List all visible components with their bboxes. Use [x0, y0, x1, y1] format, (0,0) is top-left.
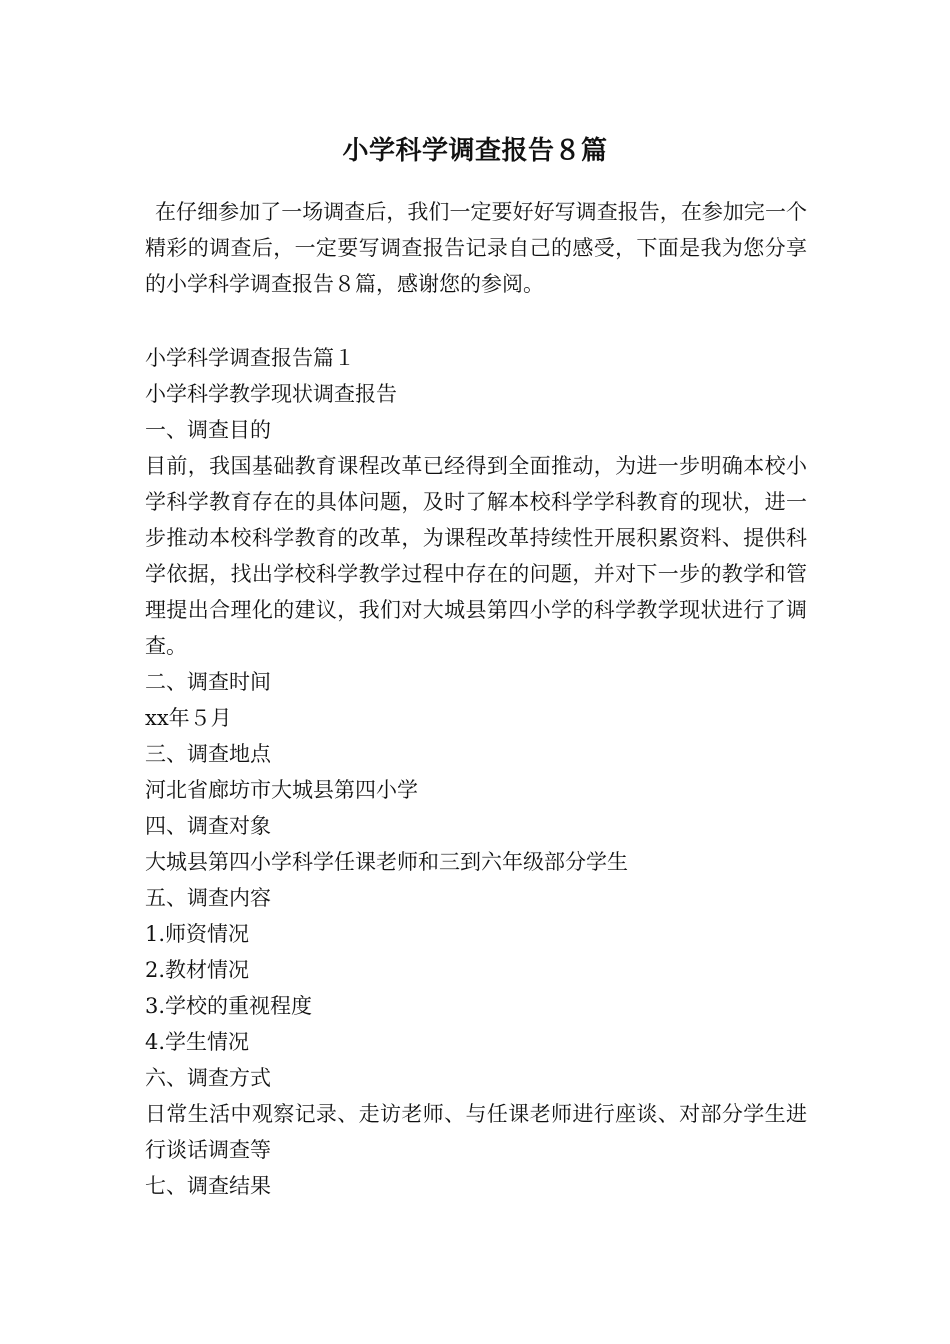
document-body: [145, 340, 807, 1204]
heading-time: 二、调查时间: [145, 670, 271, 694]
paragraph-subjects: 大城县第四小学科学任课老师和三到六年级部分学生: [145, 850, 628, 874]
heading-subjects: 四、调查对象: [145, 814, 271, 838]
paragraph-time: xx年５月: [145, 706, 232, 730]
document-title: 小学科学调查报告８篇: [342, 136, 608, 166]
list-item: 3.学校的重视程度: [145, 994, 313, 1018]
list-item: 1.师资情况: [145, 922, 250, 946]
heading-method: 六、调查方式: [145, 1066, 271, 1090]
intro-paragraph: 在仔细参加了一场调查后，我们一定要好好写调查报告，在参加完一个精彩的调查后，一定要写调查报告记录自己的感受，下面是我为您分享的小学科学调查报告８篇，感谢您的参阅。: [145, 200, 807, 296]
heading-purpose: 一、调查目的: [145, 418, 271, 442]
report-title: 小学科学教学现状调查报告: [145, 382, 397, 406]
heading-results: 七、调查结果: [145, 1174, 271, 1198]
heading-location: 三、调查地点: [145, 742, 271, 766]
list-item: 4.学生情况: [145, 1030, 250, 1054]
heading-content: 五、调查内容: [145, 886, 271, 910]
section-heading: 小学科学调查报告篇１: [145, 346, 355, 370]
paragraph-purpose: 目前，我国基础教育课程改革已经得到全面推动，为进一步明确本校小学科学教育存在的具体问题，及时了解本校科学学科教育的现状，进一步推动本校科学教育的改革，为课程改革持续性开展积累资料、提供科学依据，找出学校科学教学过程中存在的问题，并对下一步的教学和管理提出合理化的建议，我们对大城县第四小学的科学教学现状进行了调查。: [145, 454, 807, 658]
paragraph-location: 河北省廊坊市大城县第四小学: [145, 778, 418, 802]
list-item: 2.教材情况: [145, 958, 250, 982]
paragraph-method: 日常生活中观察记录、走访老师、与任课老师进行座谈、对部分学生进行谈话调查等: [145, 1102, 807, 1162]
